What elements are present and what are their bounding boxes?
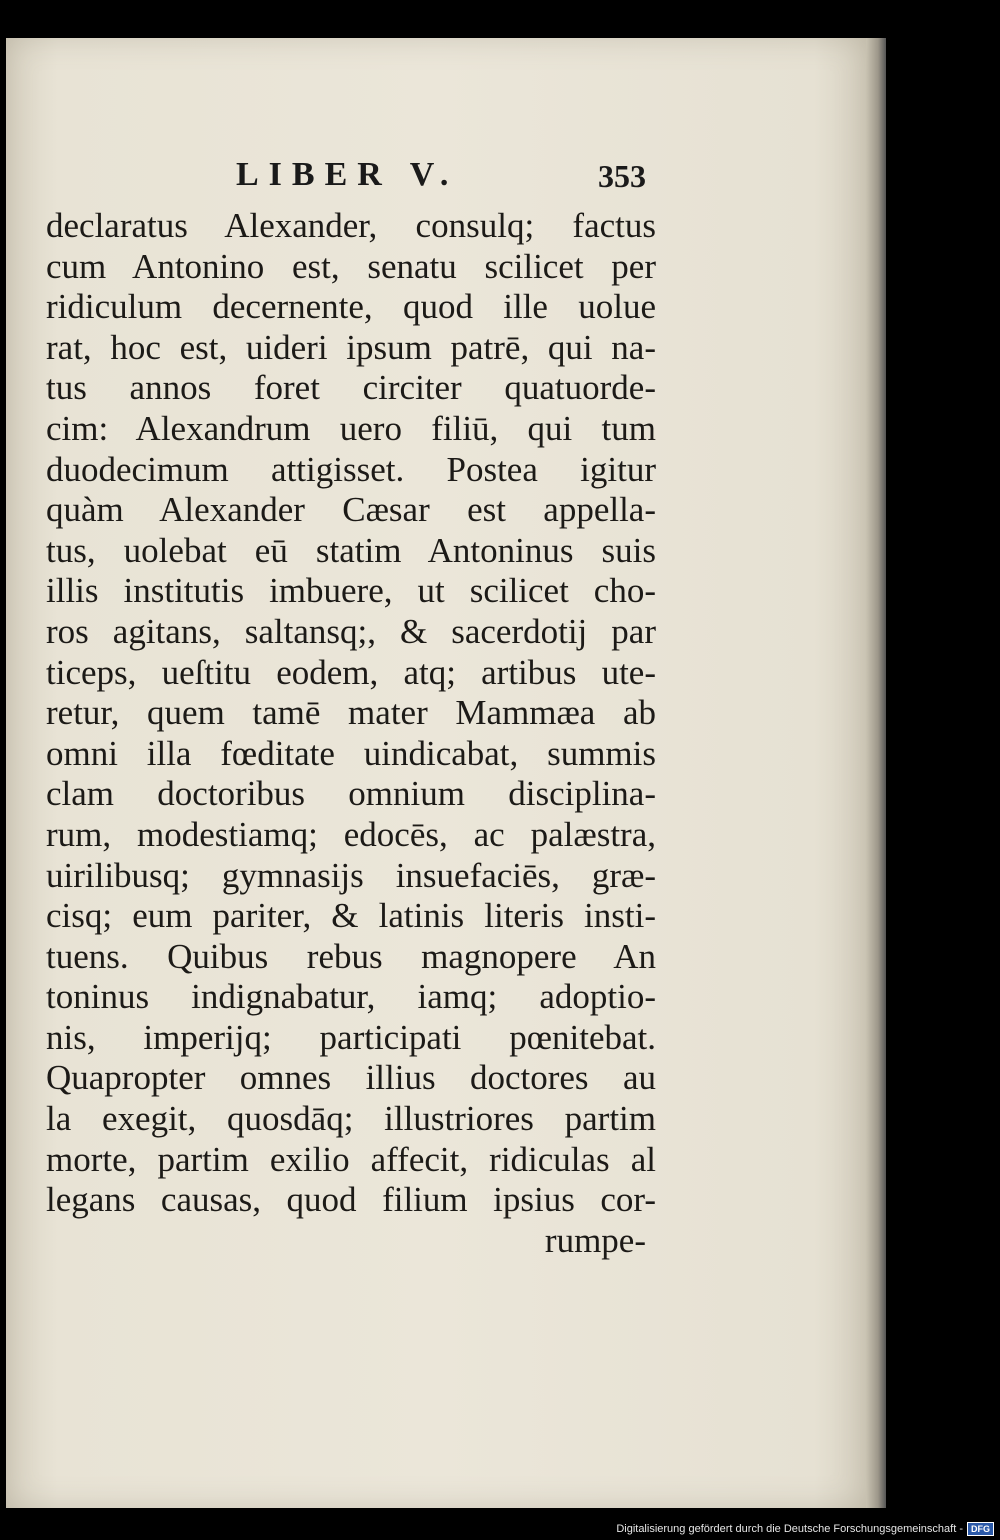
text-line: quàm Alexander Cæsar est appella- <box>46 490 656 530</box>
text-line: tus, uolebat eū statim Antoninus suis <box>46 530 656 570</box>
text-line: rat, hoc est, uideri ipsum patrē, qui na- <box>46 327 656 367</box>
text-line: declaratus Alexander, consulq; factus <box>46 206 656 245</box>
book-page <box>6 38 866 1508</box>
text-line: illis institutis imbuere, ut scilicet cho- <box>46 571 656 611</box>
text-line: Quapropter omnes illius doctores au <box>46 1058 656 1098</box>
credit-text: Digitalisierung gefördert durch die Deutsche Forschungsgemeinschaft - <box>616 1523 963 1535</box>
text-line: ticeps, ueſtitu eodem, atq; artibus ute- <box>46 652 656 692</box>
text-line: ros agitans, saltansq;, & sacerdotij par <box>46 611 656 651</box>
text-line: ridiculum decernente, quod ille uolue <box>46 287 656 327</box>
text-line: tuens. Quibus rebus magnopere An <box>46 936 656 976</box>
text-line: toninus indignabatur, iamq; adoptio- <box>46 977 656 1017</box>
text-line: la exegit, quosdāq; illustriores partim <box>46 1099 656 1139</box>
running-head: LIBER V. <box>236 156 459 193</box>
text-line: uirilibusq; gymnasijs insuefaciēs, græ- <box>46 855 656 895</box>
text-line: cim: Alexandrum uero filiū, qui tum <box>46 408 656 448</box>
text-line: duodecimum attigisset. Postea igitur <box>46 449 656 489</box>
text-line: rumpe- <box>544 1220 646 1260</box>
dfg-logo: DFG <box>967 1522 994 1536</box>
text-line: tus annos foret circiter quatuorde- <box>46 368 656 408</box>
text-line: omni illa fœditate uindicabat, summis <box>46 733 656 773</box>
text-line: morte, partim exilio affecit, ridiculas al <box>46 1139 656 1179</box>
text-line: cisq; eum pariter, & latinis literis insti- <box>46 896 656 936</box>
page-number: 353 <box>598 158 646 194</box>
text-line: nis, imperijq; participati pœnitebat. <box>46 1017 656 1057</box>
text-block <box>46 206 656 1261</box>
text-line: rum, modestiamq; edocēs, ac palæstra, <box>46 814 656 854</box>
text-line: retur, quem tamē mater Mammæa ab <box>46 693 656 733</box>
text-line: clam doctoribus omnium disciplina- <box>46 774 656 814</box>
text-line: cum Antonino est, senatu scilicet per <box>46 246 656 286</box>
digitization-credit <box>616 1522 994 1536</box>
text-line: legans causas, quod filium ipsius cor- <box>46 1180 656 1220</box>
page-edge <box>866 38 886 1508</box>
